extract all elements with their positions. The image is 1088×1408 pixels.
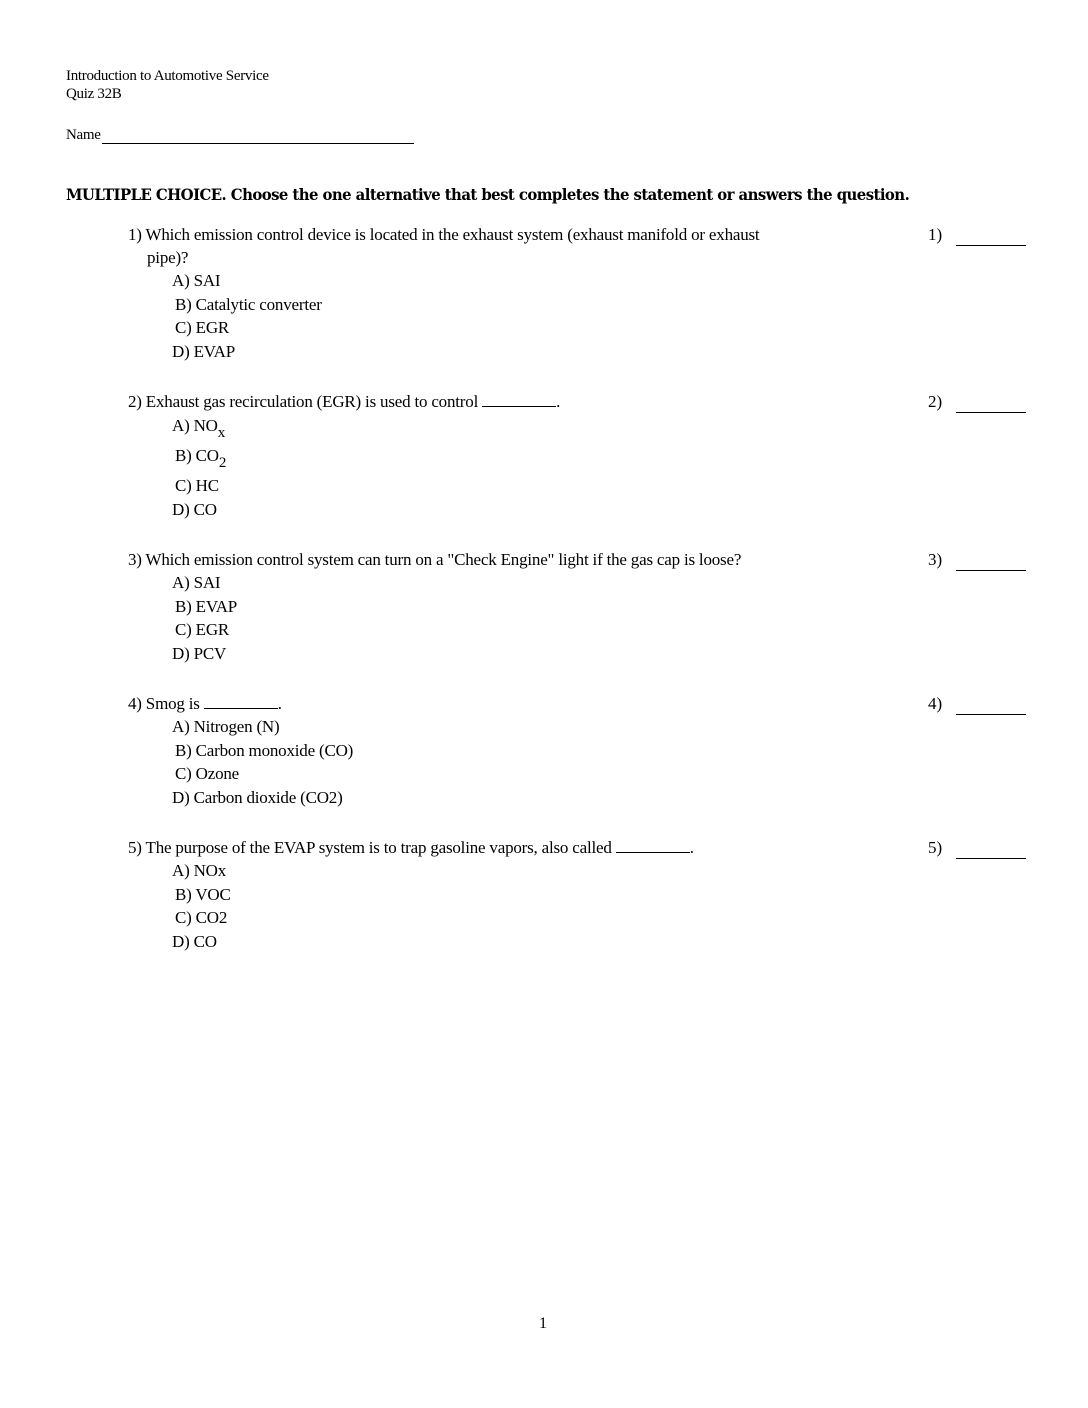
option-c[interactable]: C) Ozone <box>175 764 240 783</box>
answer-blank[interactable] <box>956 696 1026 715</box>
question-text <box>128 390 888 413</box>
answer-slot <box>928 390 1026 413</box>
question-4 <box>128 692 1088 809</box>
option-a[interactable]: A) SAI <box>172 271 221 290</box>
option-subscript: 2 <box>218 455 227 471</box>
answer-slot <box>928 692 1026 715</box>
question-text-line1: 1) Which emission control device is located in the exhaust system (exhaust manifold or exhaust <box>128 225 760 244</box>
question-text-before-blank: 5) The purpose of the EVAP system is to trap gasoline vapors, also called <box>128 838 612 857</box>
inline-blank <box>616 838 690 853</box>
option-c[interactable]: C) EGR <box>175 318 230 337</box>
answer-number: 2) <box>928 392 943 411</box>
answer-number: 4) <box>928 694 943 713</box>
inline-blank <box>482 392 556 407</box>
name-input-line[interactable] <box>102 125 414 144</box>
answer-number: 1) <box>928 225 943 244</box>
answer-slot <box>928 223 1026 246</box>
answer-slot <box>928 836 1026 859</box>
option-a[interactable]: A) SAI <box>172 573 221 592</box>
answer-blank[interactable] <box>956 227 1026 246</box>
question-text <box>128 836 908 859</box>
question-text: 3) Which emission control system can turn on a "Check Engine" light if the gas cap is loose? <box>128 550 742 569</box>
option-b[interactable]: B) Carbon monoxide (CO) <box>175 740 354 760</box>
question-text-after-blank: . <box>277 694 282 713</box>
instructions: MULTIPLE CHOICE. Choose the one alternative that best completes the statement or answers the question. <box>66 185 910 204</box>
option-c[interactable]: C) CO2 <box>175 908 228 927</box>
option-b[interactable]: B) VOC <box>175 884 231 904</box>
option-d[interactable]: D) CO <box>172 931 217 951</box>
question-text-after-blank: . <box>556 392 561 411</box>
question-1 <box>128 223 1088 363</box>
inline-blank <box>204 694 278 709</box>
option-d[interactable]: D) CO <box>172 500 217 519</box>
answer-slot <box>928 548 1026 571</box>
option-a[interactable] <box>128 413 1088 439</box>
option-c[interactable]: C) HC <box>175 476 219 495</box>
name-field-row <box>66 125 414 144</box>
question-2 <box>128 390 1088 522</box>
question-3 <box>128 548 1088 665</box>
option-b[interactable]: B) Catalytic converter <box>175 294 322 314</box>
option-d[interactable]: D) PCV <box>172 643 227 663</box>
answer-blank[interactable] <box>956 552 1026 571</box>
name-label: Name <box>66 127 101 143</box>
option-d[interactable]: D) EVAP <box>172 341 235 361</box>
answer-blank[interactable] <box>956 394 1026 413</box>
question-text <box>128 692 888 715</box>
question-text-before-blank: 2) Exhaust gas recirculation (EGR) is used to control <box>128 392 479 411</box>
option-b[interactable]: B) EVAP <box>175 596 238 616</box>
option-a[interactable]: A) NOx <box>172 861 227 880</box>
answer-number: 3) <box>928 550 943 569</box>
option-a[interactable]: A) Nitrogen (N) <box>172 717 280 736</box>
question-5 <box>128 836 1088 953</box>
question-text <box>128 223 888 269</box>
option-label: B) CO <box>175 446 219 465</box>
option-label: A) NO <box>172 416 218 435</box>
answer-number: 5) <box>928 838 943 857</box>
option-c[interactable]: C) EGR <box>175 620 230 639</box>
answer-blank[interactable] <box>956 840 1026 859</box>
option-b[interactable] <box>128 439 1088 473</box>
question-text-line2: pipe)? <box>147 248 189 267</box>
question-text-before-blank: 4) Smog is <box>128 694 200 713</box>
quiz-title: Quiz 32B <box>66 86 122 102</box>
option-d[interactable]: D) Carbon dioxide (CO2) <box>172 787 343 807</box>
course-title: Introduction to Automotive Service <box>66 68 269 84</box>
question-text-after-blank: . <box>689 838 694 857</box>
option-subscript: x <box>217 425 226 441</box>
page-number: 1 <box>539 1315 547 1332</box>
